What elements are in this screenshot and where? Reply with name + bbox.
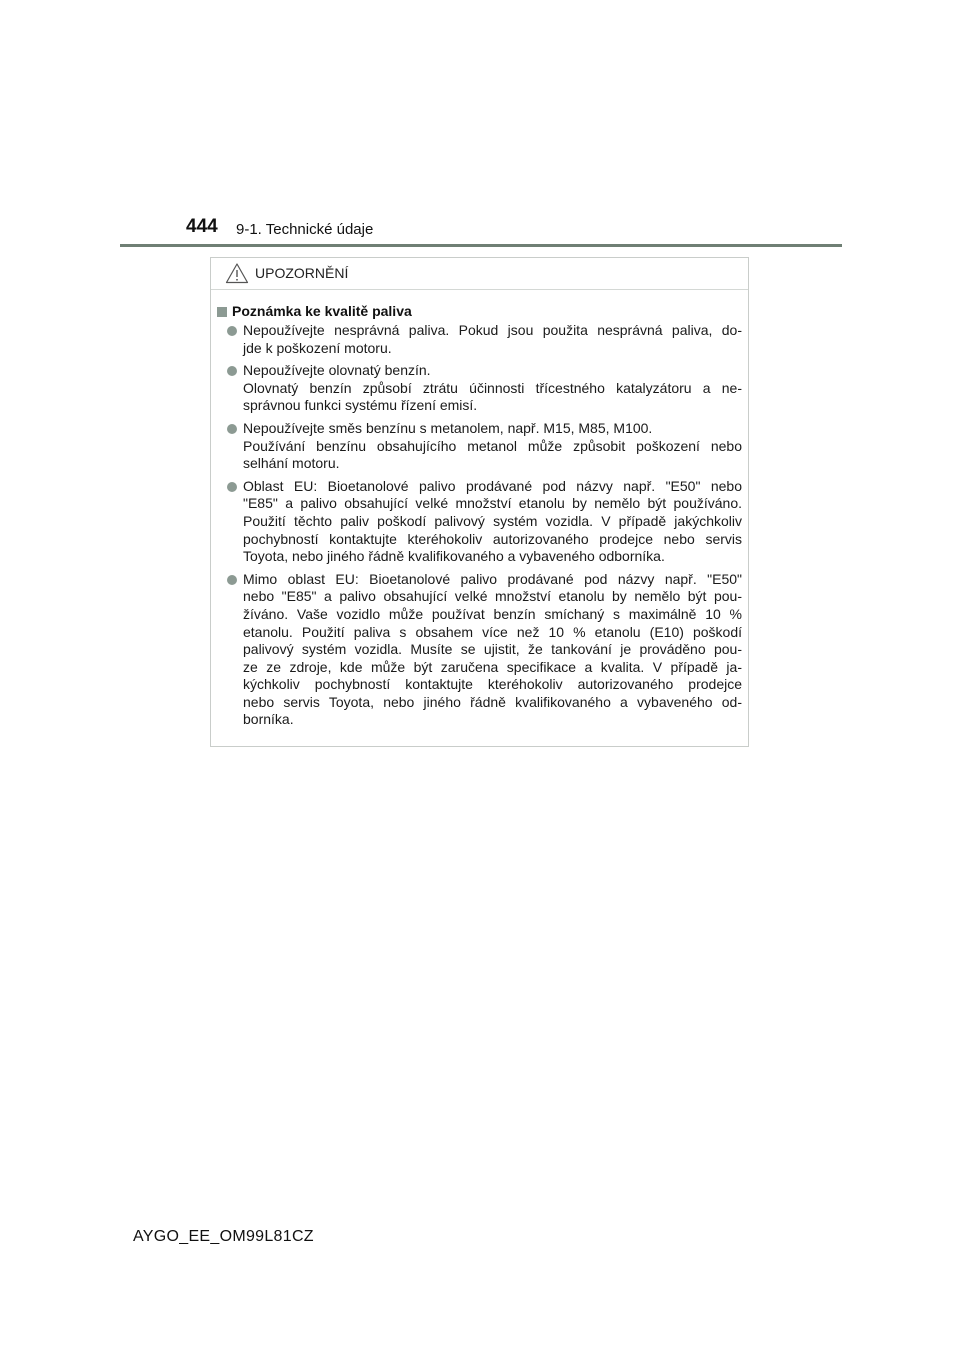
header-rule (120, 244, 842, 247)
circle-bullet-icon (227, 366, 237, 376)
text-line: pochybností kontaktujte kteréhokoliv autorizovaného prodejce nebo servis (243, 530, 742, 547)
warning-box (210, 257, 749, 747)
text-line: Nepoužívejte nesprávná paliva. Pokud jsou použita nesprávná paliva, do- (243, 322, 742, 338)
text-line: borníka. (243, 711, 294, 728)
topic-title: Poznámka ke kvalitě paliva (232, 303, 412, 319)
circle-bullet-icon (227, 326, 237, 336)
text-line: etanolu. Použití paliva s obsahem více než 10 % etanolu (E10) poškodí (243, 623, 742, 640)
text-line: Používání benzínu obsahujícího metanol může způsobit poškození nebo (243, 437, 742, 454)
page-number: 444 (186, 216, 218, 237)
text-line: Nepoužívejte olovnatý benzín. (243, 362, 431, 379)
warning-header (211, 258, 748, 290)
list-item (217, 420, 742, 473)
text-line: Olovnatý benzín způsobí ztrátu účinnosti třícestného katalyzátoru a ne- (243, 379, 742, 396)
text-line: selhání motoru. (243, 455, 340, 472)
text-line: nebo servis Toyota, nebo jiného řádně kvalifikovaného a vybaveného od- (243, 693, 742, 710)
circle-bullet-icon (227, 424, 237, 434)
text-line: "E85" a palivo obsahující velké množství etanolu by nemělo být používáno. (243, 495, 742, 512)
list-item (217, 478, 742, 566)
text-line: nebo "E85" a palivo obsahující velké množství etanolu by nemělo být pou- (243, 588, 742, 605)
circle-bullet-icon (227, 482, 237, 492)
text-line: kýchkoliv pochybností kontaktujte kteréhokoliv autorizovaného prodejce (243, 676, 742, 693)
square-bullet-icon (217, 307, 227, 317)
text-line: palivový systém vozidla. Musíte se ujistit, že tankování je prováděno pou- (243, 641, 742, 658)
list-item (217, 362, 742, 415)
text-line: Toyota, nebo jiného řádně kvalifikovaného a vybaveného odborníka. (243, 548, 665, 565)
section-title: 9-1. Technické údaje (236, 221, 374, 238)
footer-document-code: AYGO_EE_OM99L81CZ (133, 1228, 314, 1245)
text-line: ze ze zdroje, kde může být zaručena specifikace a kvalita. V případě ja- (243, 658, 742, 675)
topic-heading (217, 302, 742, 321)
warning-triangle-icon (225, 262, 249, 284)
list-item (217, 322, 742, 357)
text-line: Mimo oblast EU: Bioetanolové palivo prodávané pod názvy např. "E50" (243, 570, 742, 587)
list-item (217, 571, 742, 729)
circle-bullet-icon (227, 575, 237, 585)
text-line: Použití těchto paliv poškodí palivový systém vozidla. V případě jakýchkoliv (243, 512, 742, 529)
warning-body (211, 290, 748, 729)
text-line: Nepoužívejte směs benzínu s metanolem, např. M15, M85, M100. (243, 419, 653, 436)
warning-title: UPOZORNĚNÍ (255, 265, 349, 281)
text-line: jde k poškození motoru. (243, 339, 392, 356)
text-line: správnou funkci systému řízení emisí. (243, 397, 478, 414)
text-line: žíváno. Vaše vozidlo může používat benzín smíchaný s maximálně 10 % (243, 605, 742, 622)
text-line: Oblast EU: Bioetanolové palivo prodávané pod názvy např. "E50" nebo (243, 477, 742, 494)
warning-list (217, 322, 742, 729)
